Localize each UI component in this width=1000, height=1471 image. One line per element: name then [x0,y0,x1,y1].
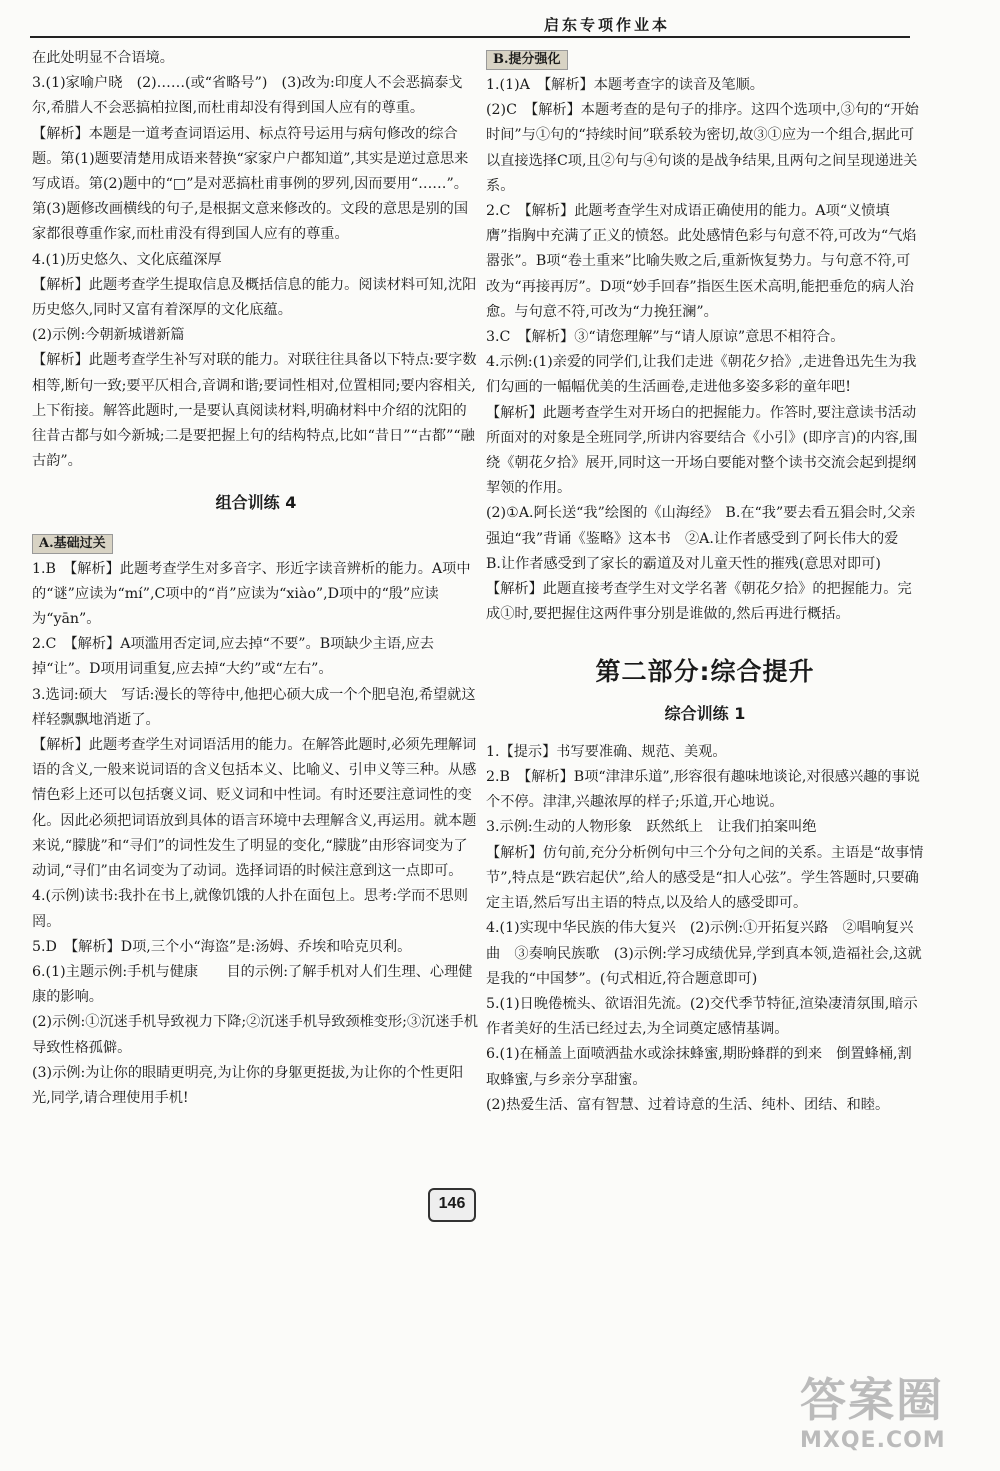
section-subheading: 综合训练 1 [664,703,746,723]
answer-paragraph: 4.(1)历史悠久、文化底蕴深厚 [32,251,222,268]
answer-paragraph: 在此处明显不合语境。 [32,50,174,66]
section-subheading: 组合训练 4 [215,493,297,513]
page-number [428,1188,476,1222]
page-number-text: 146 [438,1195,466,1212]
answer-paragraph: 3.选词:硕大 写话:漫长的等待中,他把心硕大成一个个肥皂泡,希望就这样轻飘飘地消逝了。 [32,686,476,728]
answer-paragraph: 6.(1)主题示例:手机与健康 目的示例:了解手机对人们生理、心理健康的影响。 [32,963,473,1006]
header-title: 启东专项作业本 [543,16,670,34]
answer-paragraph: 2.C 【解析】A项滥用否定词,应去掉“不要”。B项缺少主语,应去掉“让”。D项用词重复,应去掉“大约”或“左右”。 [32,636,434,678]
answer-paragraph: 1.【提示】书写要准确、规范、美观。 [486,743,727,760]
watermark-url: MXQE.COM [800,1428,946,1453]
section-tag-row [32,530,480,557]
answer-paragraph: 1.(1)A 【解析】本题考查字的读音及笔顺。 [486,77,764,93]
right-column [486,46,924,1118]
answer-paragraph: 【解析】此题考查学生提取信息及概括信息的能力。阅读材料可知,沈阳历史悠久,同时又富有着深厚的文化底蕴。 [32,276,477,319]
answer-paragraph: (2)热爱生活、富有智慧、过着诗意的生活、纯朴、团结、和睦。 [486,1096,890,1113]
section-tag-row [486,46,924,73]
section-tag: B.提分强化 [486,50,568,70]
answer-paragraph: (2)C 【解析】本题考查的是句子的排序。这四个选项中,③句的“开始时间”与①句的“持续时间”联系较为密切,故③①应为一个组合,据此可以直接选择C项,且②句与④句谈的是战争结果,且两句之间呈现递进关系。 [486,102,919,194]
section-tag: A.基础过关 [32,534,113,554]
answer-paragraph: 4.(示例)读书:我扑在书上,就像饥饿的人扑在面包上。思考:学而不思则罔。 [32,888,468,930]
answer-paragraph: 【解析】本题是一道考查词语运用、标点符号运用与病句修改的综合题。第(1)题要清楚用成语来替换“家家户户都知道”,其实是逆过意思来写成语。第(2)题中的“□”是对恶搞杜甫事例的罗列,因而要用“……”。第(3)题修改画横线的句子,是根据文意来修改的。文段的意思是别的国家都很尊重作家,而杜甫没有得到国人应有的尊重。 [32,125,469,243]
answer-paragraph: 6.(1)在桶盖上面喷洒盐水或涂抹蜂蜜,期盼蜂群的到来 倒置蜂桶,割取蜂蜜,与乡亲分享甜蜜。 [486,1046,912,1088]
answer-paragraph: (2)①A.阿长送“我”绘图的《山海经》 B.在“我”要去看五猖会时,父亲强迫“我”背诵《鉴略》这本书 ②A.让作者感受到了阿长伟大的爱 B.让作者感受到了家长的霸道及对儿童天性的摧残(意思对即可) [486,505,916,572]
answer-paragraph: 【解析】此题直接考查学生对文学名著《朝花夕拾》的把握能力。完成①时,要把握住这两件事分别是谁做的,然后再进行概括。 [486,581,912,623]
answer-paragraph: 4.示例:(1)亲爱的同学们,让我们走进《朝花夕拾》,走进鲁迅先生为我们勾画的一幅幅优美的生活画卷,走进他多姿多彩的童年吧! [486,354,917,396]
answer-paragraph: 2.B 【解析】B项“津津乐道”,形容很有趣味地谈论,对很感兴趣的事说个不停。津津,兴趣浓厚的样子;乐道,开心地说。 [486,769,920,811]
answer-paragraph: (2)示例:今朝新城谱新篇 [32,327,185,344]
running-header [30,14,910,34]
answer-paragraph: 【解析】仿句前,充分分析例句中三个分句之间的关系。主语是“故事情节”,特点是“跌宕起伏”,给人的感受是“扣人心弦”。学生答题时,只要确定主语,然后写出主语的特点,以及给人的感受即可。 [486,844,924,912]
answer-paragraph: (3)示例:为让你的眼睛更明亮,为让你的身躯更挺拔,为让你的个性更阳光,同学,请合理使用手机! [32,1064,464,1106]
watermark-logo [800,1372,990,1464]
answer-paragraph: 1.B 【解析】此题考查学生对多音字、形近字读音辨析的能力。A项中的“谜”应读为“mí”,C项中的“肖”应读为“xiào”,D项中的“殷”应读为“yān”。 [32,560,471,628]
part-heading: 第二部分:综合提升 [595,657,815,687]
left-column [32,46,480,1111]
answer-paragraph: (2)示例:①沉迷手机导致视力下降;②沉迷手机导致颈椎变形;③沉迷手机导致性格孤僻。 [32,1014,478,1056]
answer-paragraph: 5.D 【解析】D项,三个小“海盗”是:汤姆、乔埃和哈克贝利。 [32,938,412,955]
answer-paragraph: 【解析】此题考查学生补写对联的能力。对联往往具备以下特点:要字数相等,断句一致;要平仄相合,音调和谐;要词性相对,位置相同;要内容相关,上下衔接。解答此题时,一是要认真阅读材料,明确材料中介绍的沈阳的往昔古都与如今新城;二是要把握上句的结构特点,比如“昔日”“古都”“融古韵”。 [32,352,477,470]
answer-paragraph: 【解析】此题考查学生对词语活用的能力。在解答此题时,必须先理解词语的含义,一般来说词语的含义包括本义、比喻义、引申义等三种。从感情色彩上还可以包括褒义词、贬义词和中性词。有时还要注意词性的变化。因此必须把词语放到具体的语言环境中去理解含义,再运用。就本题来说,“朦胧”和“寻们”的词性发生了明显的变化,“朦胧”由形容词变为了动词,“寻们”由名词变为了动词。选择词语的时候注意到这一点即可。 [32,737,477,880]
header-divider [30,36,910,38]
answer-paragraph: 3.C 【解析】③“请您理解”与“请人原谅”意思不相符合。 [486,329,845,346]
answer-paragraph: 2.C 【解析】此题考查学生对成语正确使用的能力。A项“义愤填膺”指胸中充满了正义的愤怒。此处感情色彩与句意不符,可改为“气焰嚣张”。B项“卷土重来”比喻失败之后,重新恢复势力。与句意不符,可改为“再接再厉”。D项“妙手回春”指医生医术高明,能把垂危的病人治愈。与句意不符,可改为“力挽狂澜”。 [486,203,917,320]
watermark-title: 答案圈 [800,1373,944,1427]
answer-paragraph: 4.(1)实现中华民族的伟大复兴 (2)示例:①开拓复兴路 ②唱响复兴曲 ③奏响民族歌 (3)示例:学习成绩优异,学到真本领,造福社会,这就是我的“中国梦”。(句式相近,符合题意即可) [486,920,922,987]
answer-paragraph: 3.示例:生动的人物形象 跃然纸上 让我们拍案叫绝 [486,819,817,836]
answer-paragraph: 5.(1)日晚倦梳头、欲语泪先流。(2)交代季节特征,渲染凄清氛围,暗示作者美好的生活已经过去,为全词奠定感情基调。 [486,995,918,1038]
answer-paragraph: 3.(1)家喻户晓 (2)……(或“省略号”) (3)改为:印度人不会恶搞泰戈尔,希腊人不会恶搞柏拉图,而杜甫却没有得到国人应有的尊重。 [32,75,463,117]
answer-paragraph: 【解析】此题考查学生对开场白的把握能力。作答时,要注意读书活动所面对的对象是全班同学,所讲内容要结合《小引》(即序言)的内容,围绕《朝花夕拾》展开,同时这一开场白要能对整个读书交流会起到提纲挈领的作用。 [486,404,918,497]
